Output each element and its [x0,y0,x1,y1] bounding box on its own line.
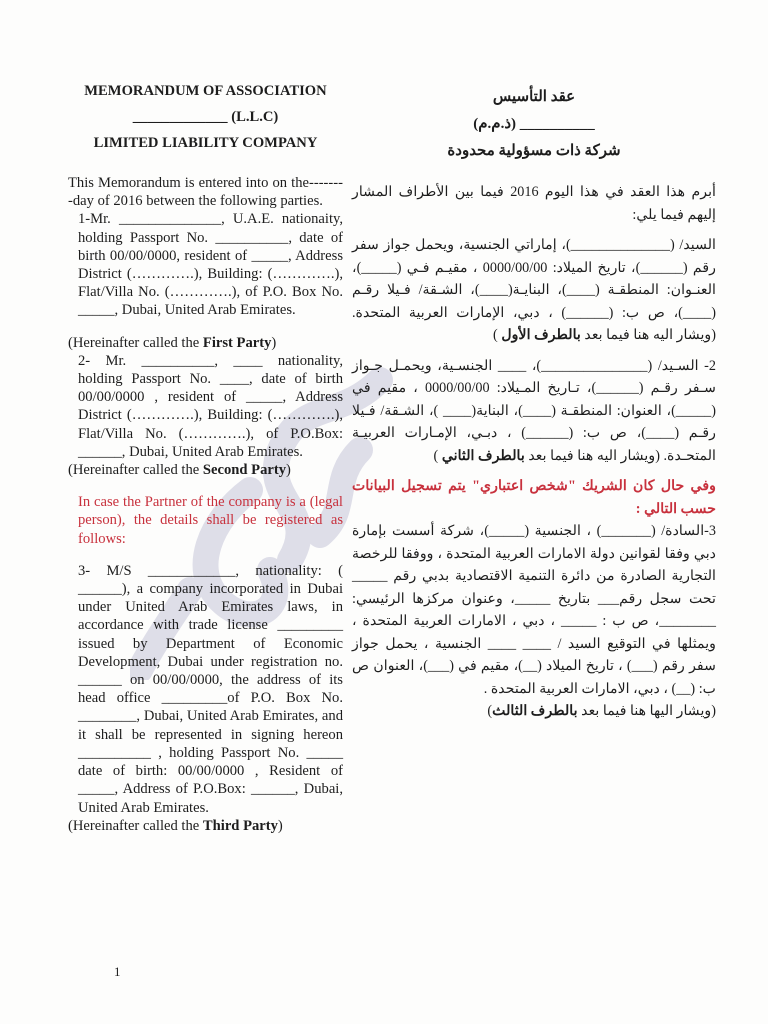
english-company-type: LIMITED LIABILITY COMPANY [93,135,318,151]
arabic-party1: السيد/ (______________)، إماراتي الجنسية، ويحمل جواز سفر رقم (______)، تاريخ الميلاد: 0000/00/00 ، مقيـم فـي (_____)، العنـوان: المنطقـة (____)، البنايـة(____)، الشـقة/ فـيلا رقـم (____)، ص ب: (______) ، دبي، الإمارات العربية المتحدة. (ويشار اليه هنا فيما بعد بالطرف الأول ) [352,237,717,343]
english-party3: 3- M/S ____________, nationality: ( ______), a company incorporated in Dubai under United Arab Emirates laws, in accordance with trade license _________ issued by Department of Economic Development, Dubai under registration no. ______ on 00/00/0000, the address of its head office _________of P.O. Box No. ________, Dubai, United Arab Emirates, and it shall be represented in signing hereon __________ , holding Passport No. _____ date of birth: 00/00/0000 , Resident of _____, Address of P.O.Box: ______, Dubai, United Arab Emirates. [78,562,343,816]
arabic-title: عقد التأسيس [492,89,576,105]
english-legal-note: In case the Partner of the company is a (legal person), the details shall be registered as follows: [78,494,343,547]
arabic-column [352,84,716,723]
arabic-company-type: شركة ذات مسؤولية محدودة [447,143,621,159]
english-subtitle: _____________ (L.L.C) [132,109,279,125]
english-party1-called: (Hereinafter called the First Party) [68,334,277,351]
arabic-subtitle: __________ (ذ.م.م) [473,116,595,132]
page-number: 1 [114,964,121,979]
arabic-party3: 3-السادة/ (_______) ، الجنسية (_____)، شركة أسست بإمارة دبي وفقا لقوانين دولة الامارات العربية المتحدة ، ووفقا للرخصة التجارية الصادرة من دائرة التنمية الاقتصادية بدبي رقم _____ تحت سجل رقم___ بتاريخ _____، وعنوان مركزها الرئيسي: ________، ص ب : _____ ، دبي ، الامارات العربية المتحدة ، ويمثلها في التوقيع السيد / ____ ____ الجنسية ، يحمل جواز سفر رقم (___) ، تاريخ الميلاد (__)، مقيم في (___)، العنوان ص ب: (__) ، دبي، الامارات العربية المتحدة . [352,523,716,697]
english-column [68,78,343,835]
english-party2: 2- Mr. __________, ____ nationality, holding Passport No. ____, date of birth 00/00/0000 , resident of _____, Address District (………….), Building: (………….), Flat/Villa No. (………….), of P.O.Box: ______, Dubai, United Arab Emirates. [78,352,343,460]
english-party1: 1-Mr. ______________, U.A.E. nationaity, holding Passport No. __________, date of birth 00/00/0000, resident of _____, Address District (………….), Building: (………….), Flat/Villa No. (………….), of P.O. Box No. _____, Dubai, United Arab Emirates. [78,211,343,319]
arabic-legal-note: وفي حال كان الشريك "شخص اعتباري" يتم تسجيل البيانات حسب التالي : [352,478,716,517]
english-intro: This Memorandum is entered into on the--------day of 2016 between the following parties. [68,175,343,210]
english-party3-called: (Hereinafter called the Third Party) [68,817,283,834]
english-party2-called: (Hereinafter called the Second Party) [68,462,291,479]
arabic-intro: أبرم هذا العقد في هذا اليوم 2016 فيما بين الأطراف المشار إليهم فيما يلي: [352,184,716,223]
english-title: MEMORANDUM OF ASSOCIATION [84,83,327,99]
arabic-party2: 2- السـيد/ (_______________)، ____ الجنسـية، ويحمـل جـواز سـفر رقـم (______)، تـاريخ المـيلاد: 0000/00/00 ، مقيم في (_____)، العنوان: المنطقـة (____)، البناية(____ )، الشـقة/ فـيلا رقـم (____)، ص ب: (______) ، دبـي، الإمـارات العربيـة المتحـدة. (ويشار اليه هنا فيما بعد بالطرف الثاني ) [352,357,717,464]
arabic-party3-called: (ويشار اليها هنا فيما بعد بالطرف الثالث) [487,703,716,719]
